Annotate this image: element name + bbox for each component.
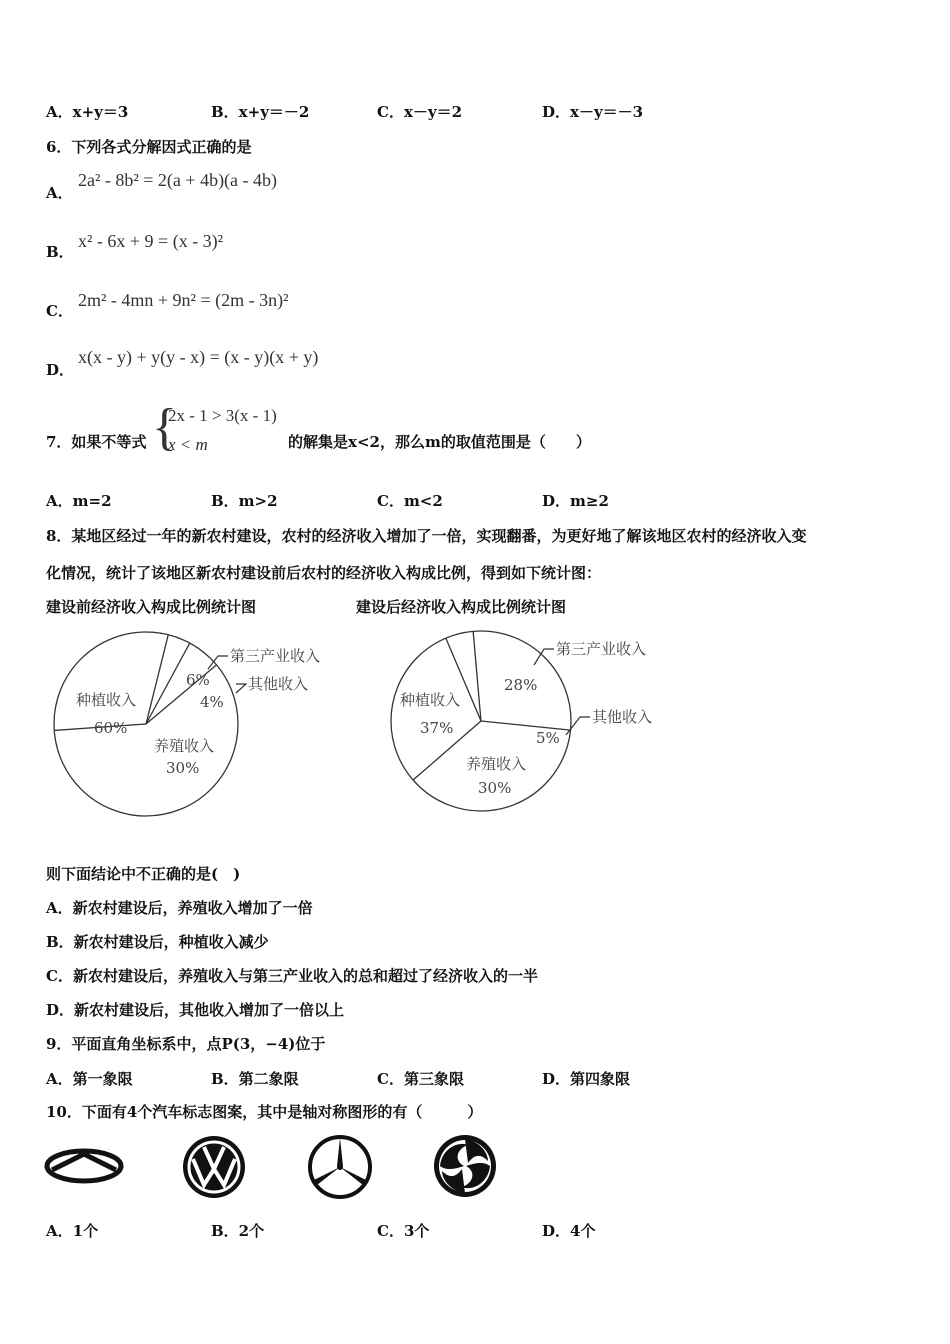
pie-before-slice-label-0: 种植收入 — [76, 691, 137, 709]
chart-title-before: 建设前经济收入构成比例统计图 — [46, 598, 257, 616]
pie-before-slice-value-3: 6% — [186, 671, 210, 689]
q10-option-b: B．2个 — [211, 1222, 265, 1240]
q8-option-a: A．新农村建设后，养殖收入增加了一倍 — [46, 899, 313, 917]
q5-option-a: A．x+y＝3 — [46, 103, 129, 121]
pie-chart-after — [380, 625, 700, 825]
q7-system-line2: x < m — [168, 435, 208, 454]
q10-option-d: D．4个 — [542, 1222, 596, 1240]
q8-option-b: B．新农村建设后，种植收入减少 — [46, 933, 269, 951]
pie-before-slice-value-1: 30% — [166, 759, 200, 777]
pie-after-slice-value-2: 30% — [478, 779, 512, 797]
q8-question: 则下面结论中不正确的是( ) — [46, 865, 241, 883]
pie-before-slice-label-2: 其他收入 — [248, 675, 309, 693]
q7-suffix: 的解集是x<2，那么m的取值范围是（ ） — [288, 433, 591, 451]
q6-formula-c: 2m² - 4mn + 9n² = (2m - 3n)² — [78, 290, 289, 310]
q5-option-d: D．x－y＝－3 — [542, 103, 644, 121]
q6-formula-b: x² - 6x + 9 = (x - 3)² — [78, 231, 224, 251]
q9-option-c: C．第三象限 — [377, 1070, 464, 1088]
pie-after-slice-label-1: 种植收入 — [400, 691, 461, 709]
q8-stem-line2: 化情况，统计了该地区新农村建设前后农村的经济收入构成比例，得到如下统计图： — [46, 564, 602, 582]
q7-option-a: A．m=2 — [46, 492, 112, 510]
pie-before-slice-value-2: 4% — [200, 693, 224, 711]
pie-after-slice-label-3: 其他收入 — [592, 708, 653, 726]
pie-before-leader-line-2 — [236, 684, 246, 693]
q10-stem: 10．下面有4个汽车标志图案，其中是轴对称图形的有（ ） — [46, 1103, 483, 1121]
q8-option-d: D．新农村建设后，其他收入增加了一倍以上 — [46, 1001, 345, 1019]
q5-option-c: C．x－y＝2 — [377, 103, 463, 121]
pie-before-slice-value-0: 60% — [94, 719, 128, 737]
chart-title-after: 建设后经济收入构成比例统计图 — [356, 598, 567, 616]
pie-after-slice-label-2: 养殖收入 — [466, 755, 527, 773]
q6-label-c: C． — [46, 302, 73, 320]
pie-chart-before — [40, 625, 360, 825]
q7-prefix: 7．如果不等式 — [46, 433, 147, 451]
q7-option-d: D．m≥2 — [542, 492, 609, 510]
q9-stem: 9．平面直角坐标系中，点P(3，−4)位于 — [46, 1035, 326, 1053]
q8-option-c: C．新农村建设后，养殖收入与第三产业收入的总和超过了经济收入的一半 — [46, 967, 538, 985]
q9-option-a: A．第一象限 — [46, 1070, 133, 1088]
pie-before-slice-label-3: 第三产业收入 — [230, 647, 321, 665]
infiniti-logo-icon — [42, 1140, 126, 1192]
q6-formula-d: x(x - y) + y(y - x) = (x - y)(x + y) — [78, 347, 319, 367]
pie-after-slice-boundary-0 — [473, 631, 481, 721]
q6-formula-a: 2a² - 8b² = 2(a + 4b)(a - 4b) — [78, 170, 278, 190]
pie-after-leader-line-3 — [566, 717, 590, 735]
dongfeng-logo-icon — [430, 1131, 500, 1201]
q9-option-b: B．第二象限 — [211, 1070, 299, 1088]
q6-label-d: D． — [46, 361, 75, 379]
q7-system-line1: 2x - 1 > 3(x - 1) — [168, 406, 277, 425]
q7-brace: { — [152, 399, 177, 456]
q8-stem-line1: 8．某地区经过一年的新农村建设，农村的经济收入增加了一倍，实现翻番，为更好地了解该地区农村的经济收入变 — [46, 527, 807, 545]
pie-before-slice-label-1: 养殖收入 — [154, 737, 215, 755]
q6-label-b: B． — [46, 243, 74, 261]
q6-stem: 6．下列各式分解因式正确的是 — [46, 138, 252, 156]
mercedes-logo-icon — [306, 1133, 374, 1201]
pie-after-slice-value-1: 37% — [420, 719, 454, 737]
pie-before-slice-boundary-3 — [146, 643, 190, 724]
pie-after-slice-label-0: 第三产业收入 — [556, 640, 647, 658]
pie-after-slice-value-3: 5% — [536, 729, 560, 747]
q6-label-a: A． — [46, 184, 73, 202]
q7-option-c: C．m<2 — [377, 492, 443, 510]
q10-option-a: A．1个 — [46, 1222, 99, 1240]
q7-option-b: B．m>2 — [211, 492, 278, 510]
q10-option-c: C．3个 — [377, 1222, 430, 1240]
pie-after-slice-value-0: 28% — [504, 676, 538, 694]
q9-option-d: D．第四象限 — [542, 1070, 631, 1088]
volkswagen-logo-icon — [180, 1133, 248, 1201]
pie-before-slice-boundary-2 — [146, 635, 168, 724]
q5-option-b: B．x+y＝－2 — [211, 103, 310, 121]
